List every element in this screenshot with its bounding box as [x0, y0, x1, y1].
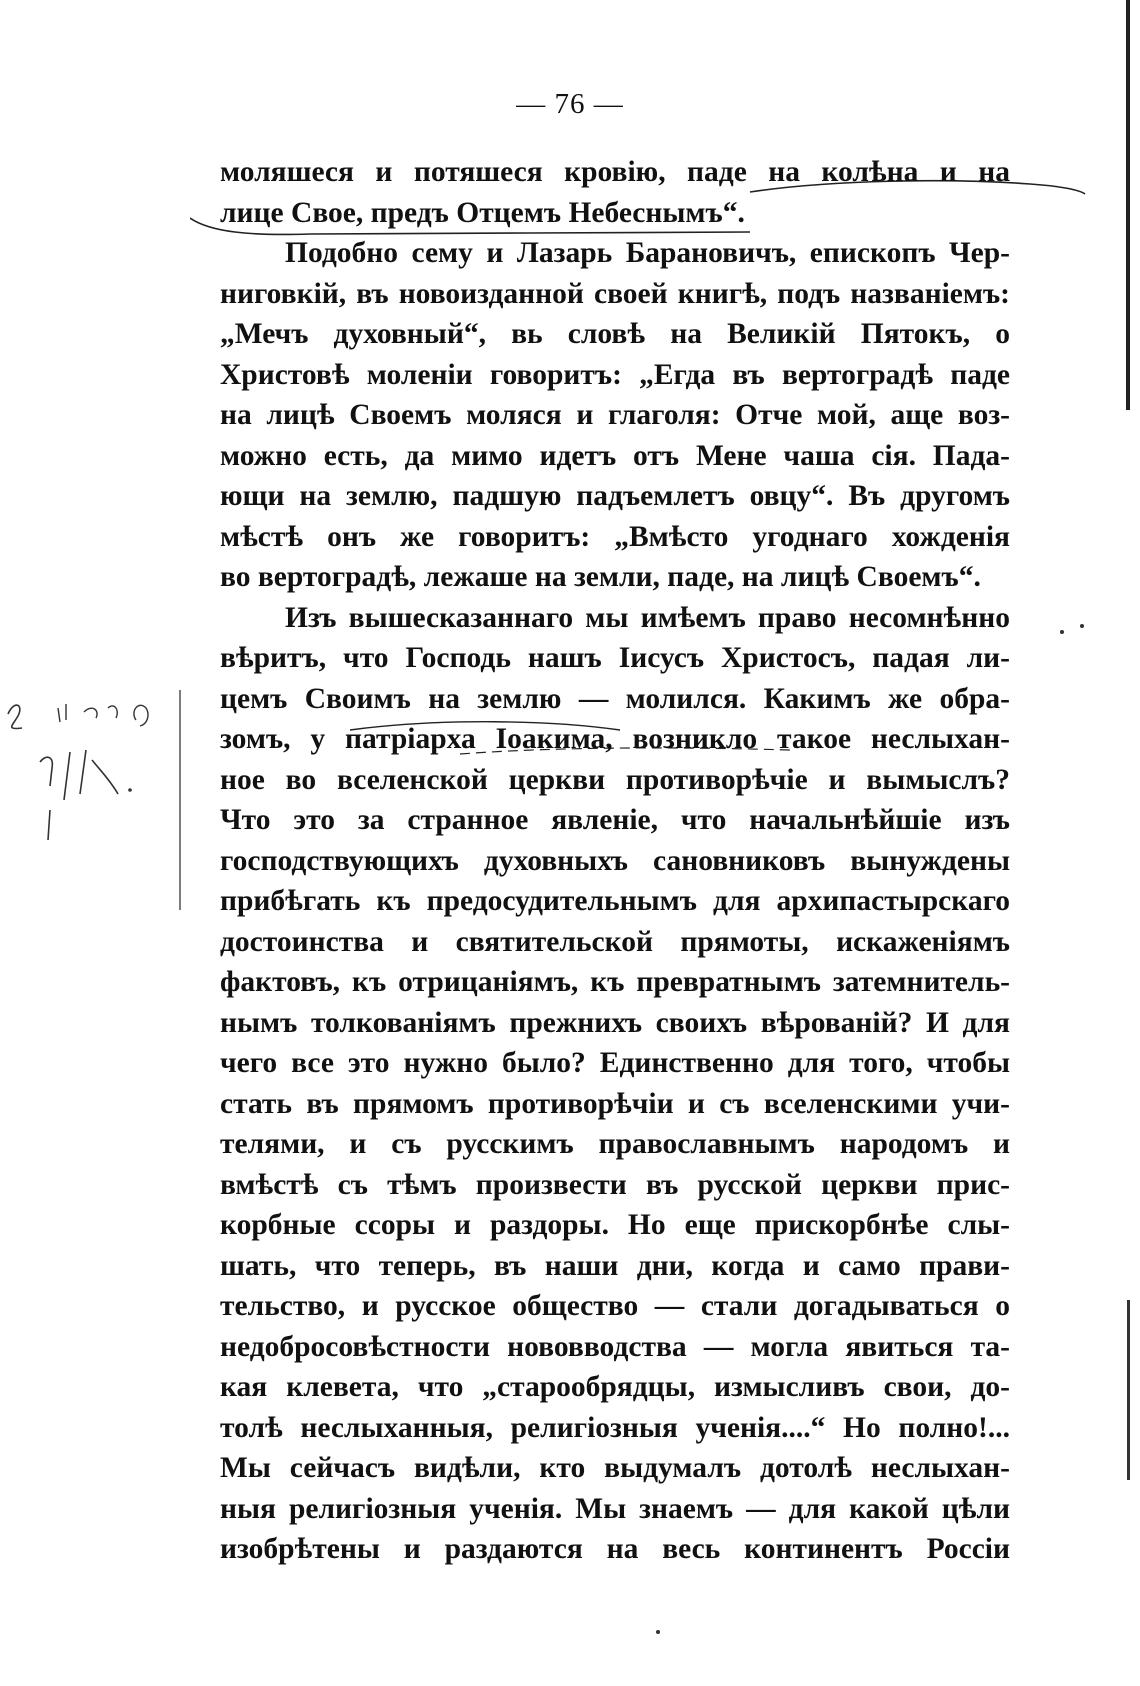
text-line: недобросовѣстности нововводства — могла явиться та- [220, 1330, 1010, 1363]
text-line: вмѣстѣ съ тѣмъ произвести въ русской церкви прис- [220, 1168, 1010, 1201]
text-line: ныя религіозныя ученія. Мы знаемъ — для какой цѣли [220, 1492, 1010, 1525]
text-line: ющи на землю, падшую падъемлетъ овцу“. Въ другомъ [220, 480, 1010, 512]
stray-dot [656, 1630, 660, 1634]
text-line: стать въ прямомъ противорѣчіи и съ вселенскими учи- [220, 1087, 1010, 1120]
page-edge-rule-lower [1127, 1300, 1130, 1480]
body-text [220, 152, 1010, 1570]
text-line: толѣ неслыханныя, религіозныя ученія....“ Но полно!... [220, 1411, 1010, 1444]
text-line: вѣритъ, что Господь нашъ Іисусъ Христосъ, падая ли- [220, 642, 1010, 674]
text-line: изобрѣтены и раздаются на весь континентъ Россіи [220, 1533, 1010, 1565]
text-line: зомъ, у патріарха Іоакима, возникло такое неслыхан- [220, 723, 1010, 755]
handwritten-margin-note [0, 690, 210, 930]
text-line: во вертоградѣ, лежаше на земли, паде, на лицѣ Своемъ“. [220, 561, 981, 593]
text-line: тельство, и русское общество — стали догадываться о [220, 1290, 1010, 1322]
text-line: кая клевета, что „старообрядцы, измысливъ свои, до- [220, 1371, 1010, 1403]
text-line: телями, и съ русскимъ православнымъ народомъ и [220, 1128, 1010, 1160]
text-line: можно есть, да мимо идетъ отъ Мене чаша сія. Пада- [220, 439, 1010, 472]
stray-dot [1080, 624, 1084, 628]
text-line: моляшеся и потяшеся кровію, паде на колѣна и на [220, 156, 1010, 188]
text-line: Подобно сему и Лазарь Барановичъ, епископъ Чер- [285, 237, 1010, 269]
text-line: достоинства и святительской прямоты, искаженіямъ [220, 925, 1010, 958]
text-line: фактовъ, къ отрицаніямъ, къ превратнымъ затемнитель- [220, 966, 1010, 998]
text-line: ниговкій, въ новоизданной своей книгѣ, подъ названіемъ: [220, 277, 1010, 310]
text-line: Что это за странное явленіе, что начальнѣйшіе изъ [220, 804, 1010, 836]
text-line: лице Свое, предъ Отцемъ Небеснымъ“. [220, 196, 745, 229]
text-line: Изъ вышесказаннаго мы имѣемъ право несомнѣнно [285, 601, 1010, 634]
text-line: „Мечъ духовный“, вь словѣ на Великій Пятокъ, о [220, 318, 1010, 350]
text-line: цемъ Своимъ на землю — молился. Какимъ же обра- [220, 682, 1010, 715]
text-line: шать, что теперь, въ наши дни, когда и само прави- [220, 1249, 1010, 1282]
stray-dot [1060, 630, 1064, 634]
text-line: корбные ссоры и раздоры. Но еще прискорбнѣе слы- [220, 1209, 1010, 1241]
text-line: Христовѣ моленіи говоритъ: „Егда въ вертоградѣ паде [220, 358, 1010, 391]
text-line: прибѣгать къ предосудительнымъ для архипастырскаго [220, 885, 1010, 917]
text-line: нымъ толкованіямъ прежнихъ своихъ вѣрованій? И для [220, 1006, 1010, 1039]
text-line: господствующихъ духовныхъ сановниковъ вынуждены [220, 844, 1010, 877]
text-line: ное во вселенской церкви противорѣчіе и вымыслъ? [220, 763, 1010, 796]
page-number: — 76 — [516, 88, 624, 120]
text-line: чего все это нужно было? Единственно для того, чтобы [220, 1047, 1010, 1079]
text-line: Мы сейчасъ видѣли, кто выдумалъ дотолѣ неслыхан- [220, 1452, 1010, 1484]
page-edge-rule [1126, 0, 1130, 410]
text-line: мѣстѣ онъ же говоритъ: „Вмѣсто угоднаго хожденія [220, 520, 1010, 553]
text-line: на лицѣ Своемъ моляся и глаголя: Отче мой, аще воз- [220, 399, 1010, 431]
